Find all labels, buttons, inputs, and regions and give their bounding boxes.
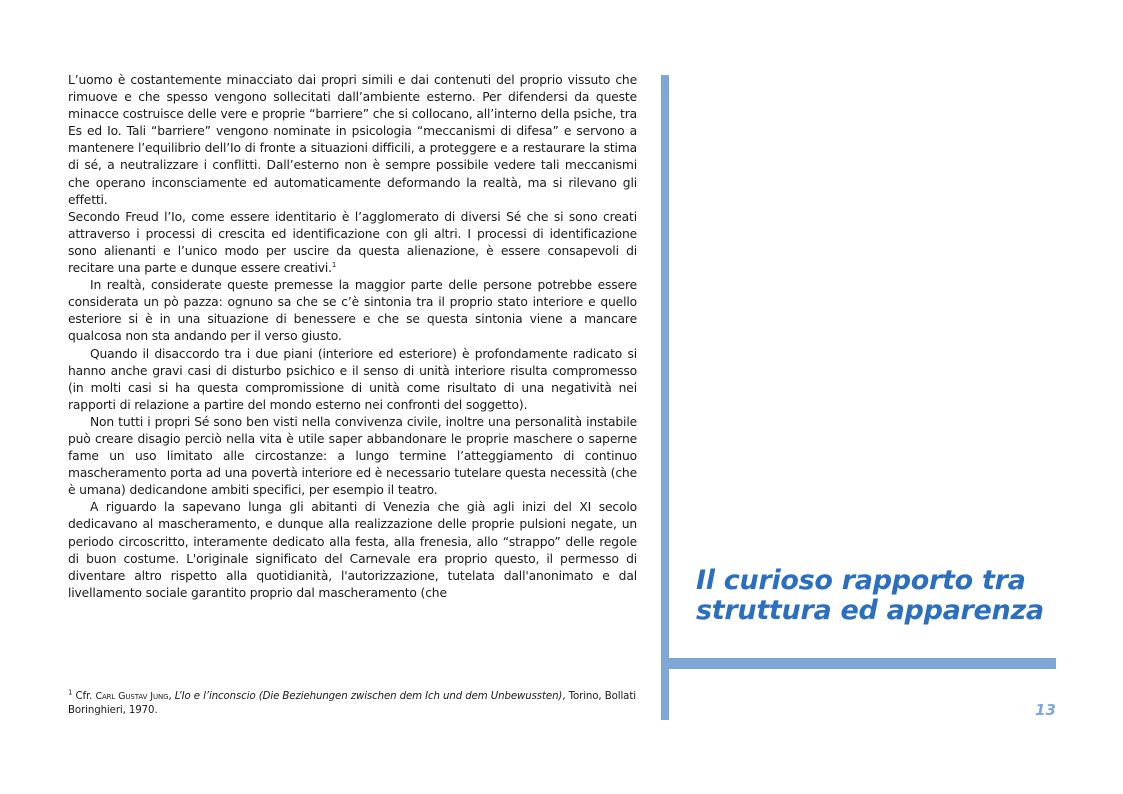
footnote-prefix: Cfr. [75, 691, 93, 702]
paragraph: Non tutti i propri Sé sono ben visti nella convivenza civile, inoltre una personalità instabile può creare disagio perciò nella vita è utile saper abbandonare le proprie maschere o saperne fame un uso limitato alle circostanze: a lungo termine l’atteggiamento di continuo mascheramento porta ad una povertà interiore ed è necessario tutelare questa necessità (che è umana) dedicandone ambiti specifici, per esempio il teatro. [68, 414, 637, 498]
section-title [696, 566, 1056, 626]
paragraph: Quando il disaccordo tra i due piani (interiore ed esteriore) è profondamente radicato si hanno anche gravi casi di disturbo psichico e il senso di unità interiore risulta compromesso (in molti casi si ha questa compromissione di unità come risultato di una negatività nei rapporti di relazione a partire del mondo esterno nei confronti del soggetto). [68, 346, 637, 412]
body-text [68, 72, 637, 602]
section-title-line: Il curioso rapporto tra [696, 565, 1026, 596]
paragraph: A riguardo la sapevano lunga gli abitanti di Venezia che già agli inizi del XI secolo dedicavano al mascheramento, e dunque alla realizzazione delle proprie pulsioni negate, un periodo circoscritto, interamente dedicato alla festa, alla frenesia, allo “strappo” delle regole di buon costume. L'originale significato del Carnevale era proprio questo, il permesso di diventare altro rispetto alla quotidianità, l'autorizzazione, tutelata dall'anonimato e dal livellamento sociale garantito proprio dal mascheramento (che [68, 500, 637, 600]
paragraph [68, 209, 637, 277]
page-number: 13 [1035, 701, 1056, 719]
paragraph: L’uomo è costantemente minacciato dai propri simili e dai contenuti del proprio vissuto che rimuove e che spesso vengono sollecitati dall’ambiente esterno. Per difendersi da queste minacce costruisce delle vere e proprie “barriere” che si collocano, all’interno della psiche, tra Es ed Io. Tali “barriere” vengono nominate in psicologia “meccanismi di difesa” e servono a mantenere l’equilibrio dell’Io di fronte a situazioni difficili, a proteggere e a restaurare la stima di sé, a neutralizzare i conflitti. Dall’esterno non è sempre possibile vedere tali meccanismi che operano inconsciamente ed automaticamente deformando la realtà, ma si rilevano gli effetti. [68, 73, 637, 207]
footnote: $^1$ Cfr. Carl Gustav Jung, L’Io e l’inconscio (Die Beziehungen zwischen dem Ich und dem Unbewussten), Torino, Bollati Boringhieri, 1970. [68, 688, 636, 716]
footnote-reference[interactable]: 1 [331, 260, 337, 269]
paragraph-text: Secondo Freud l’Io, come essere identitario è l’agglomerato di diversi Sé che si sono creati attraverso i processi di crescita ed identificazione con gli altri. I processi di identificazione sono alienanti e l’unico modo per uscire da questa alienazione, è essere consapevoli di recitare una parte e dunque essere creativi. [68, 209, 637, 276]
section-title-line: struttura ed apparenza [696, 595, 1044, 626]
horizontal-accent-bar [661, 658, 1056, 669]
footnote-author: Carl Gustav Jung [95, 691, 169, 702]
paragraph: In realtà, considerate queste premesse la maggior parte delle persone potrebbe essere considerata un pò pazza: ognuno sa che se c’è sintonia tra il proprio stato interiore e quello esteriore si è in una situazione di benessere e che se questa sintonia viene a mancare qualcosa non sta andando per il verso giusto. [68, 278, 637, 344]
vertical-accent-bar [661, 75, 669, 720]
footnote-title: L’Io e l’inconscio (Die Beziehungen zwischen dem Ich und dem Unbewussten) [174, 691, 563, 702]
footnote-publisher: Torino, Bollati Boringhieri, 1970. [68, 691, 636, 716]
footnote-marker: 1 [68, 688, 73, 697]
